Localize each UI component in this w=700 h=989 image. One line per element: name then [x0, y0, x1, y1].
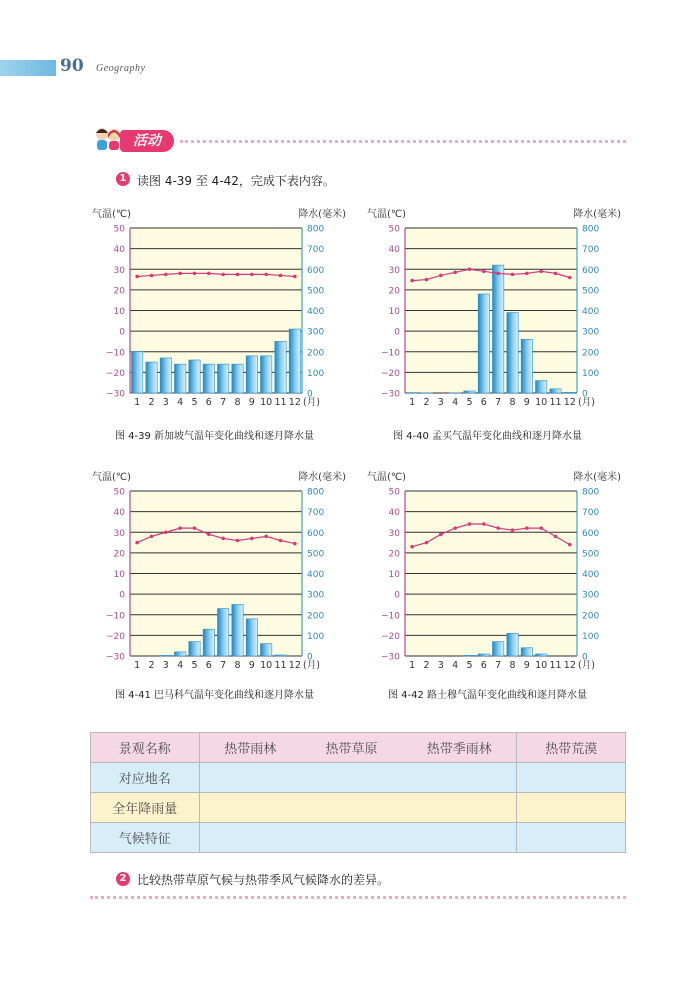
temp-tick-label: −20 — [381, 368, 400, 379]
temp-point — [293, 542, 297, 546]
temp-point — [525, 526, 529, 530]
temp-tick-label: 20 — [388, 286, 400, 297]
temp-tick-label: 0 — [119, 327, 125, 338]
temp-point — [164, 530, 168, 534]
precip-bar — [160, 358, 171, 393]
table-row — [91, 823, 626, 853]
chart-mumbai-svg — [365, 205, 625, 415]
precip-tick-label: 600 — [307, 265, 325, 276]
precip-bar — [550, 389, 561, 393]
temp-point — [279, 539, 283, 543]
precip-tick-label: 800 — [307, 487, 325, 498]
temp-point — [250, 537, 254, 541]
table-header-group — [199, 733, 517, 763]
caption-fig-4-39: 图 4-39 新加坡气温年变化曲线和逐月降水量 — [115, 431, 315, 442]
temp-point — [178, 272, 182, 276]
chart-singapore — [90, 205, 350, 415]
precip-axis-title: 降水(毫米) — [298, 472, 346, 483]
table-answer-cell[interactable] — [517, 763, 626, 793]
temp-tick-label: 10 — [388, 570, 400, 580]
month-tick-label: 3 — [437, 397, 444, 408]
month-tick-label: 8 — [234, 397, 241, 408]
temp-point — [554, 535, 558, 539]
temp-tick-label: −30 — [106, 652, 125, 663]
header-band — [0, 60, 56, 76]
temp-point — [250, 273, 254, 277]
precip-tick-label: 500 — [307, 286, 325, 297]
precip-tick-label: 700 — [307, 508, 325, 519]
month-unit-label: (月) — [303, 660, 320, 671]
temp-axis-title: 气温(℃) — [92, 209, 132, 220]
temp-tick-label: 40 — [388, 245, 400, 256]
temp-point — [439, 274, 443, 278]
precip-bar — [232, 604, 243, 656]
temp-point — [221, 273, 225, 277]
month-tick-label: 3 — [162, 397, 169, 408]
precip-tick-label: 300 — [582, 590, 600, 601]
temp-point — [135, 275, 139, 279]
temp-tick-label: −10 — [106, 611, 125, 622]
temp-point — [410, 545, 414, 549]
precip-tick-label: 0 — [582, 652, 588, 663]
temp-point — [425, 541, 429, 545]
temp-point — [496, 526, 500, 530]
caption-fig-4-42: 图 4-42 路土穆气温年变化曲线和逐月降水量 — [388, 690, 588, 701]
temp-point — [482, 270, 486, 274]
section-divider-bottom — [90, 896, 626, 899]
subject-title: Geography — [96, 63, 146, 74]
month-tick-label: 7 — [495, 397, 502, 408]
temp-axis-title: 气温(℃) — [367, 209, 407, 220]
temp-point — [568, 543, 572, 547]
chart-bamako-svg — [90, 468, 350, 678]
month-tick-label: 11 — [549, 660, 562, 671]
temp-tick-label: 40 — [388, 508, 400, 519]
chart-lutumu-svg — [365, 468, 625, 678]
table-header-cell: 热带草原 — [325, 742, 378, 757]
month-tick-label: 2 — [148, 397, 155, 408]
table-row — [91, 763, 626, 793]
precip-axis-title: 降水(毫米) — [573, 472, 621, 483]
temp-tick-label: −10 — [106, 348, 125, 359]
precip-bar — [232, 364, 243, 393]
precip-bar — [289, 329, 300, 393]
precip-tick-label: 700 — [582, 508, 600, 519]
month-tick-label: 1 — [134, 660, 141, 671]
precip-bar — [464, 655, 475, 656]
temp-tick-label: −30 — [381, 652, 400, 663]
temp-tick-label: 30 — [388, 265, 400, 276]
temp-tick-label: 50 — [113, 487, 125, 498]
temp-point — [135, 541, 139, 545]
month-tick-label: 3 — [437, 660, 444, 671]
precip-tick-label: 500 — [582, 286, 600, 297]
temp-tick-label: −20 — [381, 631, 400, 642]
temp-point — [178, 526, 182, 530]
month-tick-label: 11 — [549, 397, 562, 408]
temp-point — [568, 276, 572, 280]
precip-tick-label: 100 — [307, 631, 325, 642]
temp-tick-label: 20 — [388, 549, 400, 560]
month-tick-label: 12 — [288, 660, 301, 671]
temp-tick-label: −20 — [106, 368, 125, 379]
month-tick-label: 11 — [274, 660, 287, 671]
table-row-label: 对应地名 — [91, 763, 200, 793]
precip-bar — [203, 364, 214, 393]
temp-tick-label: −20 — [106, 631, 125, 642]
temp-point — [511, 528, 515, 532]
precip-tick-label: 600 — [582, 528, 600, 539]
temp-point — [496, 272, 500, 276]
table-answer-cell[interactable] — [517, 823, 626, 853]
precip-tick-label: 400 — [582, 570, 600, 580]
month-unit-label: (月) — [578, 660, 595, 671]
precip-bar — [175, 364, 186, 393]
precip-bar — [507, 633, 518, 656]
precip-tick-label: 300 — [307, 590, 325, 601]
month-tick-label: 12 — [563, 660, 576, 671]
temp-tick-label: 30 — [113, 528, 125, 539]
precip-axis-title: 降水(毫米) — [298, 209, 346, 220]
temp-axis-title: 气温(℃) — [367, 472, 407, 483]
temp-point — [425, 278, 429, 282]
temp-point — [539, 526, 543, 530]
temp-tick-label: 10 — [388, 307, 400, 317]
month-tick-label: 9 — [248, 660, 255, 671]
temp-tick-label: 10 — [113, 570, 125, 580]
temp-axis-title: 气温(℃) — [92, 472, 132, 483]
table-row-label: 全年降雨量 — [91, 793, 200, 823]
precip-bar — [536, 654, 547, 656]
month-tick-label: 12 — [288, 397, 301, 408]
temp-tick-label: 0 — [394, 327, 400, 338]
temp-point — [554, 272, 558, 276]
caption-fig-4-41: 图 4-41 巴马科气温年变化曲线和逐月降水量 — [115, 690, 315, 701]
temp-point — [279, 274, 283, 278]
precip-bar — [261, 644, 272, 656]
month-tick-label: 1 — [409, 660, 416, 671]
precip-tick-label: 0 — [307, 389, 313, 400]
table-header-cell: 热带季雨林 — [426, 742, 492, 757]
kids-icon — [93, 124, 123, 154]
chart-mumbai — [365, 205, 625, 415]
precip-bar — [275, 341, 286, 393]
precip-bar — [493, 642, 504, 656]
question-1-text: 读图 4-39 至 4-42，完成下表内容。 — [137, 174, 335, 188]
month-tick-label: 6 — [205, 660, 212, 671]
precip-bar — [146, 362, 157, 393]
precip-tick-label: 600 — [307, 528, 325, 539]
precip-tick-label: 0 — [307, 652, 313, 663]
precip-tick-label: 300 — [307, 327, 325, 338]
temp-point — [293, 275, 297, 279]
month-tick-label: 10 — [535, 660, 548, 671]
page-number: 90 — [60, 56, 84, 76]
section-divider-top — [180, 140, 626, 143]
temp-tick-label: −10 — [381, 348, 400, 359]
month-tick-label: 9 — [248, 397, 255, 408]
month-tick-label: 1 — [134, 397, 141, 408]
precip-bar — [464, 391, 475, 393]
temp-tick-label: −30 — [106, 389, 125, 400]
month-tick-label: 1 — [409, 397, 416, 408]
month-tick-label: 4 — [452, 660, 459, 671]
temp-point — [207, 533, 211, 537]
table-answer-cell[interactable] — [199, 793, 517, 823]
temp-point — [264, 535, 268, 539]
table-answer-cell[interactable] — [199, 823, 517, 853]
month-tick-label: 8 — [234, 660, 241, 671]
month-tick-label: 9 — [523, 660, 530, 671]
temp-point — [236, 273, 240, 277]
precip-tick-label: 800 — [582, 487, 600, 498]
precip-tick-label: 500 — [582, 549, 600, 560]
temp-point — [468, 522, 472, 526]
temp-point — [150, 274, 154, 278]
precip-tick-label: 500 — [307, 549, 325, 560]
month-tick-label: 12 — [563, 397, 576, 408]
month-tick-label: 7 — [220, 397, 227, 408]
precip-tick-label: 700 — [307, 245, 325, 256]
month-tick-label: 6 — [480, 397, 487, 408]
month-tick-label: 2 — [423, 397, 430, 408]
temp-point — [539, 270, 543, 274]
table-answer-cell[interactable] — [517, 793, 626, 823]
month-tick-label: 10 — [260, 660, 273, 671]
temp-tick-label: 30 — [113, 265, 125, 276]
month-tick-label: 10 — [535, 397, 548, 408]
month-tick-label: 8 — [509, 660, 516, 671]
temp-point — [410, 279, 414, 283]
month-tick-label: 4 — [177, 397, 184, 408]
temp-tick-label: 50 — [113, 224, 125, 235]
precip-tick-label: 200 — [307, 611, 325, 622]
temp-point — [525, 272, 529, 276]
precip-bar — [536, 381, 547, 393]
precip-bar — [218, 609, 229, 656]
table-row — [91, 793, 626, 823]
precip-bar — [521, 648, 532, 656]
table-row-label: 气候特征 — [91, 823, 200, 853]
temp-point — [150, 535, 154, 539]
month-tick-label: 5 — [466, 397, 473, 408]
temp-point — [236, 539, 240, 543]
temp-tick-label: 50 — [388, 487, 400, 498]
precip-bar — [275, 655, 286, 656]
precip-tick-label: 200 — [582, 611, 600, 622]
precip-tick-label: 600 — [582, 265, 600, 276]
month-tick-label: 10 — [260, 397, 273, 408]
temp-point — [264, 273, 268, 277]
temp-point — [164, 273, 168, 277]
precip-tick-label: 400 — [307, 307, 325, 317]
temp-tick-label: 20 — [113, 286, 125, 297]
month-tick-label: 3 — [162, 660, 169, 671]
temp-tick-label: 40 — [113, 245, 125, 256]
temp-tick-label: 10 — [113, 307, 125, 317]
month-tick-label: 2 — [148, 660, 155, 671]
month-tick-label: 8 — [509, 397, 516, 408]
month-tick-label: 4 — [452, 397, 459, 408]
chart-singapore-svg — [90, 205, 350, 415]
precip-tick-label: 400 — [582, 307, 600, 317]
temp-point — [511, 273, 515, 277]
question-2-text: 比较热带草原气候与热带季风气候降水的差异。 — [137, 873, 390, 887]
temp-tick-label: 30 — [388, 528, 400, 539]
table-header-cell: 热带荒漠 — [517, 733, 626, 763]
precip-bar — [246, 619, 257, 656]
temp-point — [439, 533, 443, 537]
precip-tick-label: 0 — [582, 389, 588, 400]
precip-bar — [261, 356, 272, 393]
table-header-cell: 热带雨林 — [224, 742, 277, 757]
table-header-row — [91, 733, 626, 763]
precip-bar — [189, 642, 200, 656]
precip-bar — [203, 629, 214, 656]
precip-bar — [175, 652, 186, 656]
answer-table — [90, 732, 626, 853]
activity-badge: 活动 — [120, 130, 174, 152]
temp-point — [468, 267, 472, 271]
precip-tick-label: 200 — [307, 348, 325, 359]
precip-bar — [478, 294, 489, 393]
table-header-cell: 景观名称 — [91, 733, 200, 763]
precip-bar — [132, 352, 143, 393]
month-unit-label: (月) — [303, 397, 320, 408]
precip-bar — [493, 265, 504, 393]
temp-point — [453, 526, 457, 530]
temp-point — [453, 271, 457, 275]
precip-tick-label: 800 — [307, 224, 325, 235]
month-tick-label: 5 — [191, 660, 198, 671]
temp-point — [221, 537, 225, 541]
precip-bar — [478, 654, 489, 656]
temp-tick-label: −30 — [381, 389, 400, 400]
precip-bar — [218, 364, 229, 393]
precip-bar — [246, 356, 257, 393]
precip-tick-label: 400 — [307, 570, 325, 580]
temp-point — [207, 272, 211, 276]
month-tick-label: 6 — [480, 660, 487, 671]
temp-point — [482, 522, 486, 526]
chart-lutumu — [365, 468, 625, 678]
precip-tick-label: 200 — [582, 348, 600, 359]
precip-bar — [160, 655, 171, 656]
precip-bar — [521, 339, 532, 393]
precip-axis-title: 降水(毫米) — [573, 209, 621, 220]
temp-tick-label: 20 — [113, 549, 125, 560]
month-tick-label: 7 — [220, 660, 227, 671]
month-tick-label: 11 — [274, 397, 287, 408]
precip-bar — [564, 392, 575, 393]
chart-bamako — [90, 468, 350, 678]
precip-bar — [507, 313, 518, 393]
table-answer-cell[interactable] — [199, 763, 517, 793]
question-2-number: 2 — [116, 872, 130, 886]
precip-tick-label: 300 — [582, 327, 600, 338]
month-tick-label: 4 — [177, 660, 184, 671]
temp-point — [193, 272, 197, 276]
question-1-number: 1 — [116, 172, 130, 186]
temp-tick-label: 0 — [394, 590, 400, 601]
caption-fig-4-40: 图 4-40 孟买气温年变化曲线和逐月降水量 — [393, 431, 583, 442]
month-tick-label: 7 — [495, 660, 502, 671]
precip-tick-label: 700 — [582, 245, 600, 256]
month-tick-label: 6 — [205, 397, 212, 408]
precip-bar — [189, 360, 200, 393]
temp-point — [193, 526, 197, 530]
precip-tick-label: 800 — [582, 224, 600, 235]
month-tick-label: 9 — [523, 397, 530, 408]
precip-tick-label: 100 — [582, 631, 600, 642]
month-tick-label: 5 — [466, 660, 473, 671]
temp-tick-label: 0 — [119, 590, 125, 601]
temp-tick-label: 50 — [388, 224, 400, 235]
temp-tick-label: 40 — [113, 508, 125, 519]
month-unit-label: (月) — [578, 397, 595, 408]
temp-tick-label: −10 — [381, 611, 400, 622]
month-tick-label: 2 — [423, 660, 430, 671]
month-tick-label: 5 — [191, 397, 198, 408]
precip-tick-label: 100 — [582, 368, 600, 379]
precip-tick-label: 100 — [307, 368, 325, 379]
